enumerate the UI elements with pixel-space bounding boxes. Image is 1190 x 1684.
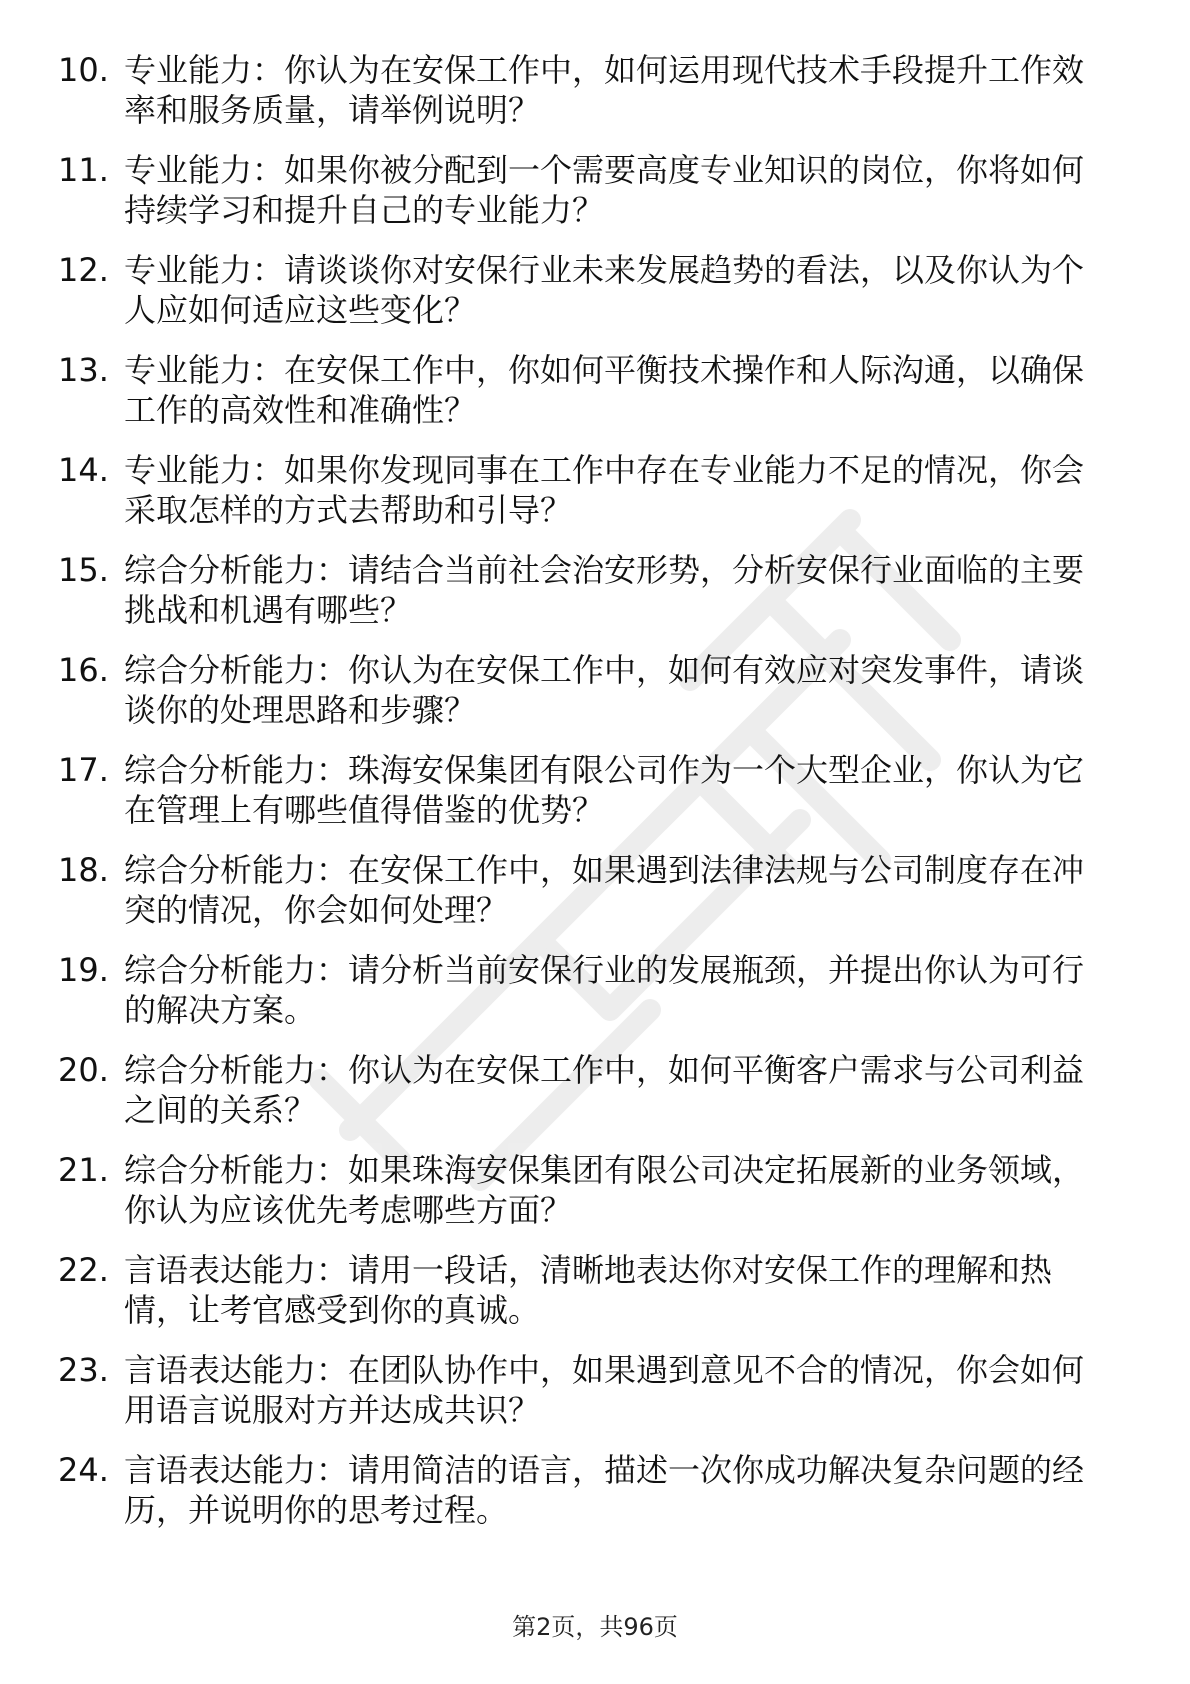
list-item xyxy=(58,550,1118,650)
interview-question-list xyxy=(58,50,1118,1550)
question-text: 言语表达能力：请用一段话，清晰地表达你对安保工作的理解和热情，让考官感受到你的真诚。 xyxy=(124,1251,1053,1329)
question-number: 22. xyxy=(58,1251,109,1289)
question-text: 综合分析能力：请结合当前社会治安形势，分析安保行业面临的主要挑战和机遇有哪些？ xyxy=(124,551,1085,629)
list-item xyxy=(58,1150,1118,1250)
list-item xyxy=(58,250,1118,350)
question-number: 17. xyxy=(58,751,109,789)
question-text: 专业能力：如果你被分配到一个需要高度专业知识的岗位，你将如何持续学习和提升自己的专业能力？ xyxy=(124,151,1085,229)
question-number: 24. xyxy=(58,1451,109,1489)
question-number: 11. xyxy=(58,151,109,189)
list-item xyxy=(58,350,1118,450)
question-text: 专业能力：你认为在安保工作中，如何运用现代技术手段提升工作效率和服务质量，请举例说明？ xyxy=(124,51,1085,129)
question-text: 专业能力：如果你发现同事在工作中存在专业能力不足的情况，你会采取怎样的方式去帮助和引导？ xyxy=(124,451,1085,529)
question-number: 14. xyxy=(58,451,109,489)
question-number: 10. xyxy=(58,51,109,89)
list-item xyxy=(58,1250,1118,1350)
question-text: 专业能力：请谈谈你对安保行业未来发展趋势的看法，以及你认为个人应如何适应这些变化？ xyxy=(124,251,1085,329)
question-number: 19. xyxy=(58,951,109,989)
list-item xyxy=(58,650,1118,750)
question-text: 言语表达能力：请用简洁的语言，描述一次你成功解决复杂问题的经历，并说明你的思考过程。 xyxy=(124,1451,1085,1529)
list-item xyxy=(58,50,1118,150)
question-text: 综合分析能力：珠海安保集团有限公司作为一个大型企业，你认为它在管理上有哪些值得借鉴的优势？ xyxy=(124,751,1085,829)
question-text: 综合分析能力：你认为在安保工作中，如何平衡客户需求与公司利益之间的关系？ xyxy=(124,1051,1085,1129)
page-footer: 第2页，共96页 xyxy=(512,1613,678,1641)
question-text: 专业能力：在安保工作中，你如何平衡技术操作和人际沟通，以确保工作的高效性和准确性？ xyxy=(124,351,1085,429)
list-item xyxy=(58,750,1118,850)
question-number: 23. xyxy=(58,1351,109,1389)
list-item xyxy=(58,1050,1118,1150)
question-number: 18. xyxy=(58,851,109,889)
question-number: 21. xyxy=(58,1151,109,1189)
list-item xyxy=(58,150,1118,250)
list-item xyxy=(58,1450,1118,1550)
question-text: 综合分析能力：请分析当前安保行业的发展瓶颈，并提出你认为可行的解决方案。 xyxy=(124,951,1085,1029)
question-number: 16. xyxy=(58,651,109,689)
question-text: 综合分析能力：如果珠海安保集团有限公司决定拓展新的业务领域，你认为应该优先考虑哪些方面？ xyxy=(124,1151,1085,1229)
list-item xyxy=(58,850,1118,950)
question-text: 言语表达能力：在团队协作中，如果遇到意见不合的情况，你会如何用语言说服对方并达成共识？ xyxy=(124,1351,1085,1429)
list-item xyxy=(58,1350,1118,1450)
question-number: 15. xyxy=(58,551,109,589)
list-item xyxy=(58,950,1118,1050)
question-number: 20. xyxy=(58,1051,109,1089)
question-text: 综合分析能力：在安保工作中，如果遇到法律法规与公司制度存在冲突的情况，你会如何处理？ xyxy=(124,851,1085,929)
question-number: 12. xyxy=(58,251,109,289)
question-text: 综合分析能力：你认为在安保工作中，如何有效应对突发事件，请谈谈你的处理思路和步骤？ xyxy=(124,651,1085,729)
list-item xyxy=(58,450,1118,550)
question-number: 13. xyxy=(58,351,109,389)
